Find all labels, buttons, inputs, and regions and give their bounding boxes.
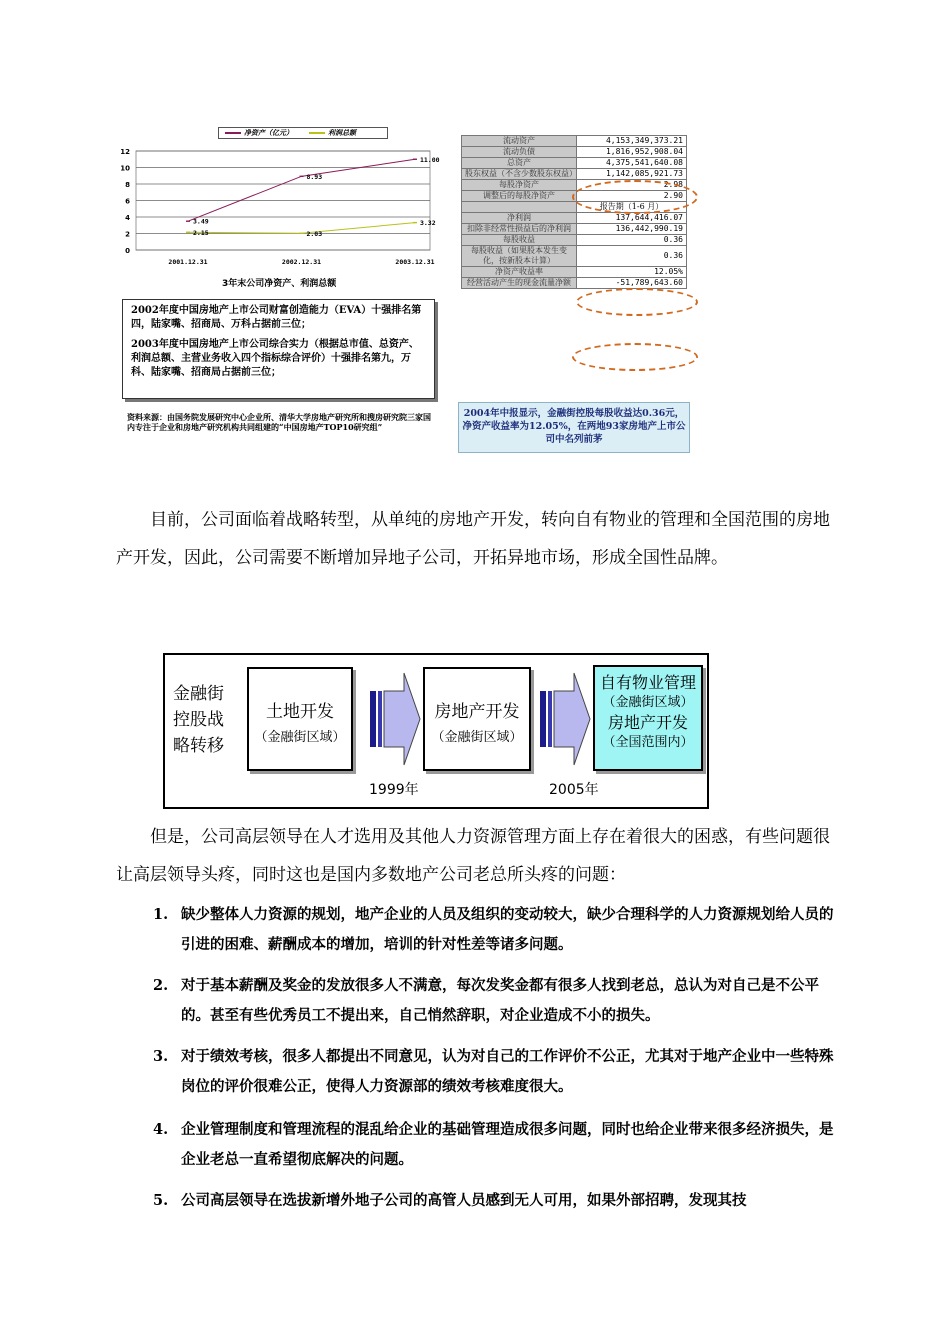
list-item-text: 缺少整体人力资源的规划，地产企业的人员及组织的变动较大，缺少合理科学的人力资源规划给人员的引进的困难、薪酬成本的增加，培训的针对性差等诸多问题。 [181,906,834,953]
line-chart [118,124,440,289]
data-label: 3.49 [193,217,209,226]
y-tick-label: 2 [125,230,130,239]
stage1-title: 土地开发 [266,702,334,722]
financial-row-value: 2.90 [577,191,687,202]
data-label: 2.15 [193,228,209,237]
list-item [153,1042,843,1102]
financial-table-row [462,147,687,158]
info-paragraph-2003: 2003年度中国房地产上市公司综合实力（根据总市值、总资产、利润总额、主营业务收入四个指标综合评价）十强排名第九，万科、陆家嘴、招商局占据前三位； [131,339,419,378]
list-item-number: 5. [153,1192,169,1209]
stage3-line4: （全国范围内） [602,735,694,750]
info-paragraph-2002: 2002年度中国房地产上市公司财富创造能力（EVA）十强排名第四，陆家嘴、招商局、万科占据前三位； [131,305,422,330]
financial-table-row [462,169,687,180]
list-item-number: 2. [153,977,169,994]
x-tick-label: 2002.12.31 [281,258,322,266]
financial-row-label: 流动资产 [462,136,577,147]
paragraph-strategy: 目前，公司面临着战略转型，从单纯的房地产开发，转向自有物业的管理和全国范围的房地产开发，因此，公司需要不断增加异地子公司，开拓异地市场，形成全国性品牌。 [116,510,830,568]
financial-row-label: 每股收益（如果股本发生变化，按新股本计算） [462,246,577,267]
financial-table-row [462,213,687,224]
financial-row-label: 每股收益 [462,235,577,246]
list-item [153,971,843,1031]
x-tick-label: 2001.12.31 [168,258,208,266]
paragraph-hr-issues: 但是，公司高层领导在人才选用及其他人力资源管理方面上存在着很大的困惑，有些问题很让高层领导头疼，同时这也是国内多数地产公司老总所头疼的问题： [116,827,830,885]
list-item-text: 对于基本薪酬及奖金的发放很多人不满意，每次发奖金都有很多人找到老总，总认为对自己是不公平的。甚至有些优秀员工不提出来，自己悄然辞职，对企业造成不小的损失。 [181,977,819,1024]
list-item-number: 1. [153,906,169,923]
financial-row-label: 净利润 [462,213,577,224]
stage-box-property-management [593,665,703,771]
stage2-subtitle: （金融街区域） [431,730,523,745]
highlight-oval-equity [572,180,698,214]
y-tick-label: 10 [120,164,130,173]
y-tick-label: 12 [120,148,130,156]
legend-label-net-assets: 净资产（亿元） [244,128,293,137]
financial-row-value: 报告期（1-6 月） [577,202,687,213]
arrow-icon [540,671,590,767]
stage3-line1: 自有物业管理 [599,673,696,692]
chart-plot [118,124,440,274]
ranking-info-box [122,299,435,399]
financial-table-row [462,224,687,235]
stage2-title: 房地产开发 [434,702,520,722]
financial-row-value: 2.98 [577,180,687,191]
diagram-side-label: 金融街控股战略转移 [173,684,224,756]
financial-row-label: 每股净资产 [462,180,577,191]
list-item-text: 企业管理制度和管理流程的混乱给企业的基础管理造成很多问题，同时也给企业带来很多经济损失，是企业老总一直希望彻底解决的问题。 [181,1121,834,1168]
financial-row-label: 净资产收益率 [462,267,577,278]
financial-row-value: 4,375,541,640.08 [577,158,687,169]
arrow-icon [370,671,420,767]
financial-row-value: 12.05% [577,267,687,278]
x-tick-label: 2003.12.31 [395,258,435,266]
financial-table-row [462,278,687,289]
data-label: 3.32 [419,219,436,228]
y-tick-label: 8 [125,181,130,189]
year-1999: 1999年 [369,782,419,798]
data-label: 8.93 [306,172,323,181]
financial-row-label: 总资产 [462,158,577,169]
financial-row-value: -51,789,643.60 [577,278,687,289]
financial-row-value: 0.36 [577,235,687,246]
list-item-text: 公司高层领导在选拔新增外地子公司的高管人员感到无人可用，如果外部招聘，发现其技 [181,1192,747,1209]
financial-row-label: 扣除非经常性损益后的净利润 [462,224,577,235]
list-item [153,1115,843,1175]
list-item-number: 4. [153,1121,169,1138]
stage-box-land-development [247,667,353,771]
financial-row-value: 1,142,085,921.73 [577,169,687,180]
financial-row-label: 调整后的每股净资产 [462,191,577,202]
series-line [188,159,415,221]
financial-table-row [462,246,687,267]
series-line [188,223,415,234]
strategy-diagram [163,653,709,809]
list-item-number: 3. [153,1048,169,1065]
data-label: 11.00 [419,155,440,164]
data-label: 2.03 [306,229,323,238]
y-tick-label: 6 [125,197,130,206]
financial-row-label: 股东权益（不含少数股东权益） [462,169,577,180]
financial-table-row [462,136,687,147]
financial-row-value: 137,644,416.07 [577,213,687,224]
highlight-oval-eps [576,288,698,316]
highlight-box: 2004年中报显示，金融街控股每股收益达0.36元，净资产收益率为12.05%，在两地93家房地产上市公司中名列前茅 [458,402,690,453]
source-note: 资料来源：由国务院发展研究中心企业所、清华大学房地产研究所和搜房研究院三家国内专注于企业和房地产研究机构共同组建的“中国房地产TOP10研究组” [127,412,431,432]
y-tick-label: 4 [125,214,130,222]
financial-table-row [462,235,687,246]
financial-row-value: 4,153,349,373.21 [577,136,687,147]
list-item [153,900,843,960]
financial-row-value: 0.36 [577,246,687,267]
stage-box-real-estate-development [423,667,531,771]
stage3-line3: 房地产开发 [607,713,688,732]
financial-table-row [462,158,687,169]
stage1-subtitle: （金融街区域） [254,730,346,745]
legend-label-total-profit: 利润总额 [328,128,356,137]
y-tick-label: 0 [125,247,130,255]
highlight-oval-roe [572,343,698,371]
chart-caption: 3年末公司净资产、利润总额 [222,279,337,289]
financial-row-label [462,202,577,213]
list-item [153,1186,843,1216]
stage3-line2: （金融街区域） [602,695,694,710]
financial-row-value: 136,442,990.19 [577,224,687,235]
financial-row-value: 1,816,952,908.04 [577,147,687,158]
year-2005: 2005年 [549,782,599,798]
financial-row-label: 经营活动产生的现金流量净额 [462,278,577,289]
list-item-text: 对于绩效考核，很多人都提出不同意见，认为对自己的工作评价不公正，尤其对于地产企业中一些特殊岗位的评价很难公正，使得人力资源部的绩效考核难度很大。 [181,1048,834,1095]
financial-table-row [462,267,687,278]
financial-row-label: 流动负债 [462,147,577,158]
